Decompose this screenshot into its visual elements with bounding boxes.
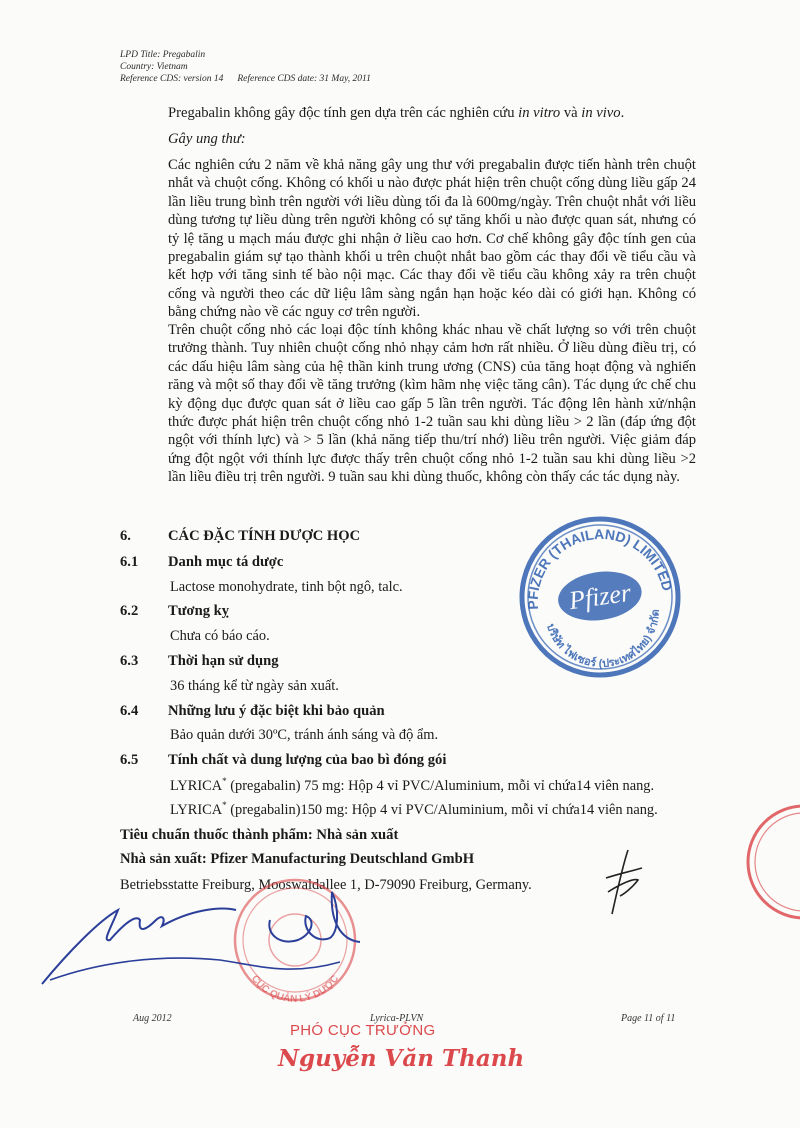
storage-text: Bảo quản dưới 30ºC, tránh ánh sáng và độ ẩm. — [170, 727, 439, 743]
svg-text:CỤC QUẢN LÝ DƯỢC: CỤC QUẢN LÝ DƯỢC — [248, 973, 342, 1006]
document-header — [120, 49, 371, 85]
juvenile-toxicity-paragraph: Trên chuột cống nhỏ các loại độc tính không khác nhau về chất lượng so với trên chuột trưởng thành. Tuy nhiên chuột cống nhỏ nhạy cảm hơn rất nhiều. Ở liều dùng điều trị, có các dấu hiệu lâm sàng của hệ thần kinh trung ương (CNS) của tăng hoạt động và nghiến răng và một số thay đổi về tăng trưởng (kìm hãm nhẹ việc tăng cân). Tác dụng ức chế chu kỳ động dục được quan sát ở liều cao gấp 5 lần trên người. Tác động lên hành xử/nhận thức được phát hiện trên chuột cống nhỏ 1-2 tuần sau khi dùng liều > 2 lần (đáp ứng đột ngột với thính lực) và > 5 lần (khả năng tiếp thu/trí nhớ) liều trên người. Việc giảm đáp ứng đột ngột với thính lực được thấy trên chuột cống nhỏ 1-2 tuần sau khi dùng liều >2 lần liều điều trị trên người. 9 tuần sau khi dùng thuốc, không còn thấy các tác dụng này. — [168, 322, 696, 486]
pfizer-logo-text: Pfizer — [567, 577, 633, 616]
excipients-text: Lactose monohydrate, tinh bột ngô, talc. — [170, 579, 403, 595]
svg-text:บริษัท ไฟเซอร์ (ประเทศไทย) จำก: บริษัท ไฟเซอร์ (ประเทศไทย) จำกัด — [543, 608, 662, 670]
section-6-5-number: 6.5 — [120, 752, 139, 768]
footer-page-number: Page 11 of 11 — [621, 1013, 676, 1024]
svg-text:PFIZER (THAILAND) LIMITED: PFIZER (THAILAND) LIMITED — [524, 525, 676, 610]
lpd-title: LPD Title: Pregabalin — [120, 50, 206, 60]
reference-cds: Reference CDS: version 14 Reference CDS date: 31 May, 2011 — [120, 74, 371, 84]
signature-left-icon — [40, 880, 370, 990]
carcinogenesis-heading: Gây ung thư: — [168, 131, 246, 147]
section-6-5-title: Tính chất và dung lượng của bao bì đóng gói — [168, 752, 447, 768]
manufacturer-line: Nhà sản xuất: Pfizer Manufacturing Deutschland GmbH — [120, 851, 475, 867]
carcinogenesis-paragraph: Các nghiên cứu 2 năm về khả năng gây ung thư với pregabalin được tiến hành trên chuột nhắt và chuột cống. Không có khối u nào được phát hiện trên chuột cống dùng liều gấp 24 lần liều trung bình trên người với liều dùng tối đa là 600mg/ngày. Trên chuột nhắt với liều dùng tương tự liều dùng trên người không có sự tăng khối u nào được quan sát, nhưng có tỷ lệ tăng u mạch máu được ghi nhận ở liều cao hơn. Cơ chế không gây độc tính gen của pregabalin giám sự tạo thành khối u trên chuột nhắt bao gồm các thay đổi về tiểu cầu và kết hợp với tăng sinh tế bào nội mạc. Các thay đổi về tiểu cầu không xảy ra trên chuột cống và người theo các dữ liệu lâm sàng ngắn hạn hoặc kéo dài có giới hạn. Không có bằng chứng nào về các nguy cơ trên người. — [168, 157, 696, 321]
address-line: Betriebsstatte Freiburg, Mooswaldallee 1, D-79090 Freiburg, Germany. — [120, 877, 532, 893]
footer-doc-id: Lyrica-PLVN — [370, 1013, 424, 1024]
red-edge-stamp — [722, 800, 800, 925]
pfizer-stamp — [515, 512, 685, 682]
standard-line: Tiêu chuẩn thuốc thành phẩm: Nhà sản xuất — [120, 827, 399, 843]
country: Country: Vietnam — [120, 62, 188, 72]
genotoxicity-line: Pregabalin không gây độc tính gen dựa trên các nghiên cứu in vitro và in vivo. — [168, 105, 625, 121]
section-6-1-number: 6.1 — [120, 554, 139, 570]
footer-date: Aug 2012 — [133, 1013, 172, 1024]
section-6-4-title: Những lưu ý đặc biệt khi bảo quản — [168, 703, 385, 719]
official-name-stamp: Nguyễn Văn Thanh — [278, 1045, 525, 1072]
signature-right-icon — [598, 848, 648, 918]
section-6-1-title: Danh mục tá dược — [168, 554, 284, 570]
section-6-4-number: 6.4 — [120, 703, 139, 719]
section-6-number: 6. — [120, 528, 131, 544]
section-6-2-title: Tương kỵ — [168, 603, 230, 619]
official-title-stamp: PHÓ CỤC TRƯỞNG — [290, 1022, 436, 1039]
package-line-75mg: LYRICA* (pregabalin) 75 mg: Hộp 4 vỉ PVC/Aluminium, mỗi vỉ chứa14 viên nang. — [170, 776, 655, 794]
section-6-2-number: 6.2 — [120, 603, 139, 619]
section-6-3-title: Thời hạn sử dụng — [168, 653, 279, 669]
section-6-title: CÁC ĐẶC TÍNH DƯỢC HỌC — [168, 528, 361, 544]
section-6-3-number: 6.3 — [120, 653, 139, 669]
package-line-150mg: LYRICA* (pregabalin)150 mg: Hộp 4 vỉ PVC/Aluminium, mỗi vỉ chứa14 viên nang. — [170, 800, 658, 818]
shelf-life-text: 36 tháng kể từ ngày sản xuất. — [170, 678, 339, 694]
incompatibility-text: Chưa có báo cáo. — [170, 628, 270, 644]
